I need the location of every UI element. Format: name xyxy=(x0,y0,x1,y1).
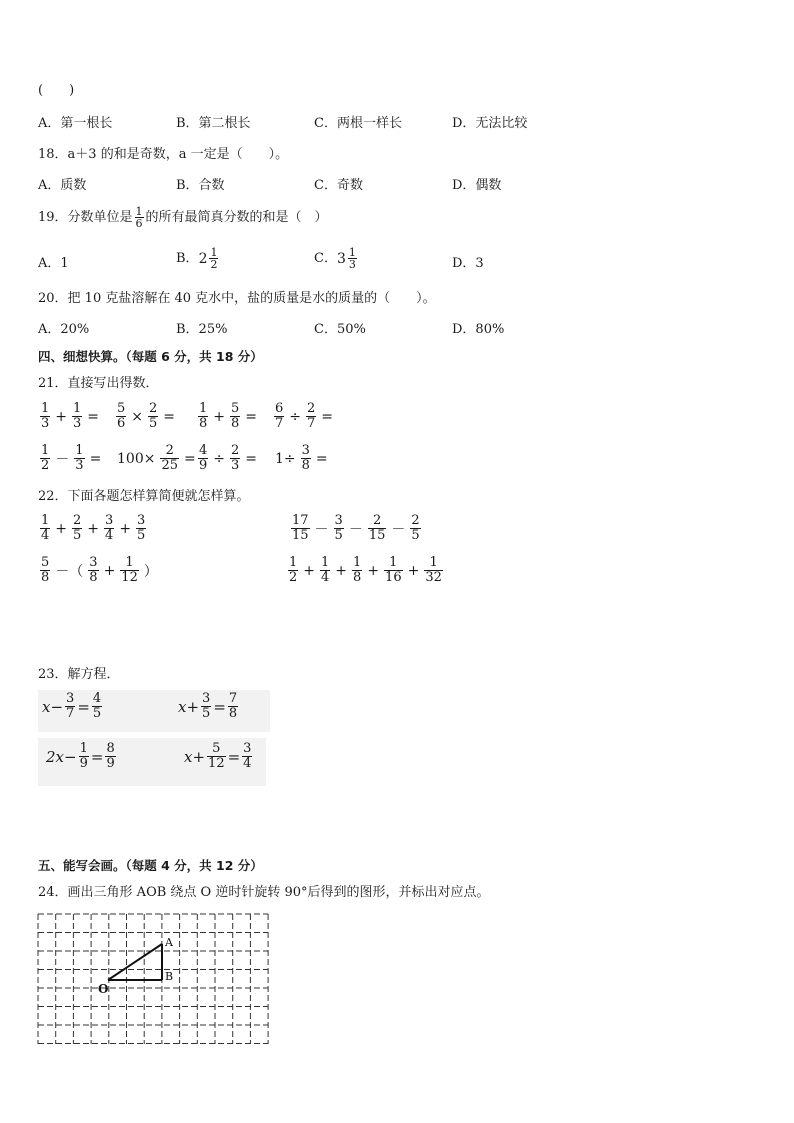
operator: + xyxy=(87,520,100,537)
operator: + xyxy=(186,697,200,716)
fraction: $\frac{2}{5}$ xyxy=(73,513,82,543)
question-19 xyxy=(38,206,328,229)
equals-sign: = xyxy=(89,450,102,467)
equals-sign: = xyxy=(245,408,258,425)
equals-sign: = xyxy=(245,450,258,467)
fraction: $\frac{5}{6}$ xyxy=(117,401,126,431)
calc-item xyxy=(196,444,260,473)
question-24: 24．画出三角形 AOB 绕点 O 逆时针旋转 90°后得到的图形，并标出对应点。 xyxy=(38,885,490,900)
calc-item xyxy=(38,402,102,431)
operator: － xyxy=(55,451,70,468)
expression-3 xyxy=(38,556,161,585)
operator: + xyxy=(303,562,316,579)
operand-text: 1÷ xyxy=(275,450,296,467)
fraction: $\frac{1}{8}$ xyxy=(353,555,362,585)
operator: + xyxy=(55,408,68,425)
operator: + xyxy=(335,562,348,579)
operator: + xyxy=(367,562,380,579)
fraction: $\frac{1}{6}$ xyxy=(135,205,143,230)
calc-item xyxy=(272,444,331,473)
fraction: $\frac{1}{8}$ xyxy=(199,401,208,431)
fraction: $\frac{2}{5}$ xyxy=(411,513,420,543)
fraction: $\frac{3}{5}$ xyxy=(202,691,211,721)
fraction: $\frac{7}{8}$ xyxy=(228,691,238,721)
fraction: $\frac{1}{9}$ xyxy=(79,741,88,771)
fraction: $\frac{3}{5}$ xyxy=(137,513,146,543)
operator: － xyxy=(348,521,363,538)
expression-4 xyxy=(286,556,445,585)
section-5-title: 五、能写会画。（每题 4 分，共 12 分） xyxy=(38,858,263,873)
fraction: $\frac{2}{7}$ xyxy=(307,401,316,431)
question-17-paren: ( ) xyxy=(38,83,75,98)
fraction: $\frac{1}{3}$ xyxy=(348,246,356,271)
variable: 2x xyxy=(46,747,65,766)
equals-sign: = xyxy=(184,450,196,467)
fraction: $\frac{2}{3}$ xyxy=(231,443,240,473)
calc-item xyxy=(114,444,199,473)
operator: ÷ xyxy=(213,450,226,467)
equals-sign: = xyxy=(90,747,104,766)
variable: x xyxy=(184,747,193,766)
question-22: 22．下面各题怎样算简便就怎样算。 xyxy=(38,489,250,504)
segment-oa xyxy=(108,944,162,980)
question-20: 20．把 10 克盐溶解在 40 克水中，盐的质量是水的质量的（ ）。 xyxy=(38,291,436,306)
option-c: C．奇数 xyxy=(314,178,363,193)
operator: － xyxy=(314,521,329,538)
fraction: $\frac{3}{4}$ xyxy=(105,513,114,543)
variable: x xyxy=(178,697,187,716)
equation-1 xyxy=(42,692,104,721)
option-b: B．第二根长 xyxy=(176,116,251,131)
fraction: $\frac{1}{16}$ xyxy=(385,555,402,585)
variable: x xyxy=(42,697,51,716)
fraction: $\frac{5}{8}$ xyxy=(41,555,50,585)
equals-sign: = xyxy=(315,450,328,467)
fraction: $\frac{1}{4}$ xyxy=(41,513,50,543)
fraction: $\frac{3}{5}$ xyxy=(334,513,343,543)
option-b: B．25% xyxy=(176,322,228,337)
fraction: $\frac{6}{7}$ xyxy=(275,401,284,431)
option-a: A．20% xyxy=(38,322,90,337)
option-a: A．1 xyxy=(38,256,69,271)
equation-3 xyxy=(46,742,118,771)
fraction: $\frac{3}{8}$ xyxy=(89,555,98,585)
fraction: $\frac{1}{2}$ xyxy=(289,555,298,585)
expression-1 xyxy=(38,514,148,543)
equation-4 xyxy=(184,742,254,771)
fraction: $\frac{1}{32}$ xyxy=(425,555,442,585)
section-4-title: 四、细想快算。（每题 6 分，共 18 分） xyxy=(38,349,263,364)
fraction: $\frac{1}{3}$ xyxy=(75,443,84,473)
option-a: A．第一根长 xyxy=(38,116,113,131)
option-d: D．无法比较 xyxy=(452,116,528,131)
fraction: $\frac{5}{12}$ xyxy=(208,741,225,771)
option-b: B．合数 xyxy=(176,178,225,193)
fraction: $\frac{1}{2}$ xyxy=(210,246,218,271)
question-19-suffix: 的所有最简真分数的和是（ ） xyxy=(145,209,328,225)
operator: + xyxy=(119,520,132,537)
equation-2 xyxy=(178,692,240,721)
calc-item xyxy=(38,444,104,473)
equals-sign: = xyxy=(163,408,176,425)
option-c: C．两根一样长 xyxy=(314,116,402,131)
expression-2 xyxy=(289,514,423,543)
dashed-grid-figure xyxy=(36,912,270,1048)
calc-item xyxy=(272,402,336,431)
fraction: $\frac{5}{8}$ xyxy=(231,401,240,431)
option-c: C． 3 $\frac{1}{3}$ xyxy=(314,246,356,271)
operator: + xyxy=(192,747,206,766)
option-d: D．80% xyxy=(452,322,505,337)
operator: ÷ xyxy=(289,408,302,425)
fraction: $\frac{1}{3}$ xyxy=(73,401,82,431)
fraction: $\frac{1}{2}$ xyxy=(41,443,50,473)
fraction: $\frac{3}{4}$ xyxy=(243,741,252,771)
fraction: $\frac{4}{9}$ xyxy=(199,443,208,473)
calc-item xyxy=(114,402,178,431)
operator: + xyxy=(407,562,420,579)
fraction: $\frac{1}{4}$ xyxy=(321,555,330,585)
fraction: $\frac{17}{15}$ xyxy=(292,513,309,543)
fraction: $\frac{8}{9}$ xyxy=(106,741,115,771)
operator: × xyxy=(131,408,144,425)
operator: + xyxy=(55,520,68,537)
fraction: $\frac{3}{8}$ xyxy=(301,443,310,473)
point-o-label: O xyxy=(98,982,109,996)
option-d: D．3 xyxy=(452,256,484,271)
operand-text: 100× xyxy=(117,450,156,467)
operator: + xyxy=(103,562,116,579)
fraction: $\frac{4}{5}$ xyxy=(92,691,102,721)
operator: − xyxy=(50,697,64,716)
question-18: 18．a＋3 的和是奇数，a 一定是（ ）。 xyxy=(38,147,289,162)
operator: －（ xyxy=(55,563,84,580)
option-a: A．质数 xyxy=(38,178,87,193)
fraction: $\frac{1}{3}$ xyxy=(41,401,50,431)
equals-sign: = xyxy=(77,697,90,716)
point-b-label: B xyxy=(165,970,174,983)
point-a-label: A xyxy=(165,936,173,949)
operator: － xyxy=(391,521,406,538)
option-b: B． 2 $\frac{1}{2}$ xyxy=(176,246,218,271)
fraction: $\frac{1}{12}$ xyxy=(121,555,138,585)
equals-sign: = xyxy=(227,747,241,766)
operator: − xyxy=(64,747,77,766)
fraction: $\frac{3}{7}$ xyxy=(66,691,75,721)
calc-item xyxy=(196,402,260,431)
equals-sign: = xyxy=(87,408,100,425)
option-c: C．50% xyxy=(314,322,366,337)
fraction: $\frac{2}{15}$ xyxy=(368,513,386,543)
fraction: $\frac{2}{25}$ xyxy=(161,443,178,473)
operator: + xyxy=(213,408,226,425)
question-19-prefix: 19．分数单位是 xyxy=(38,209,133,225)
fraction: $\frac{2}{5}$ xyxy=(149,401,158,431)
operator: ） xyxy=(143,563,158,580)
equals-sign: = xyxy=(321,408,334,425)
equals-sign: = xyxy=(213,697,226,716)
question-21: 21．直接写出得数． xyxy=(38,376,159,391)
question-23: 23．解方程． xyxy=(38,667,120,682)
option-d: D．偶数 xyxy=(452,178,502,193)
